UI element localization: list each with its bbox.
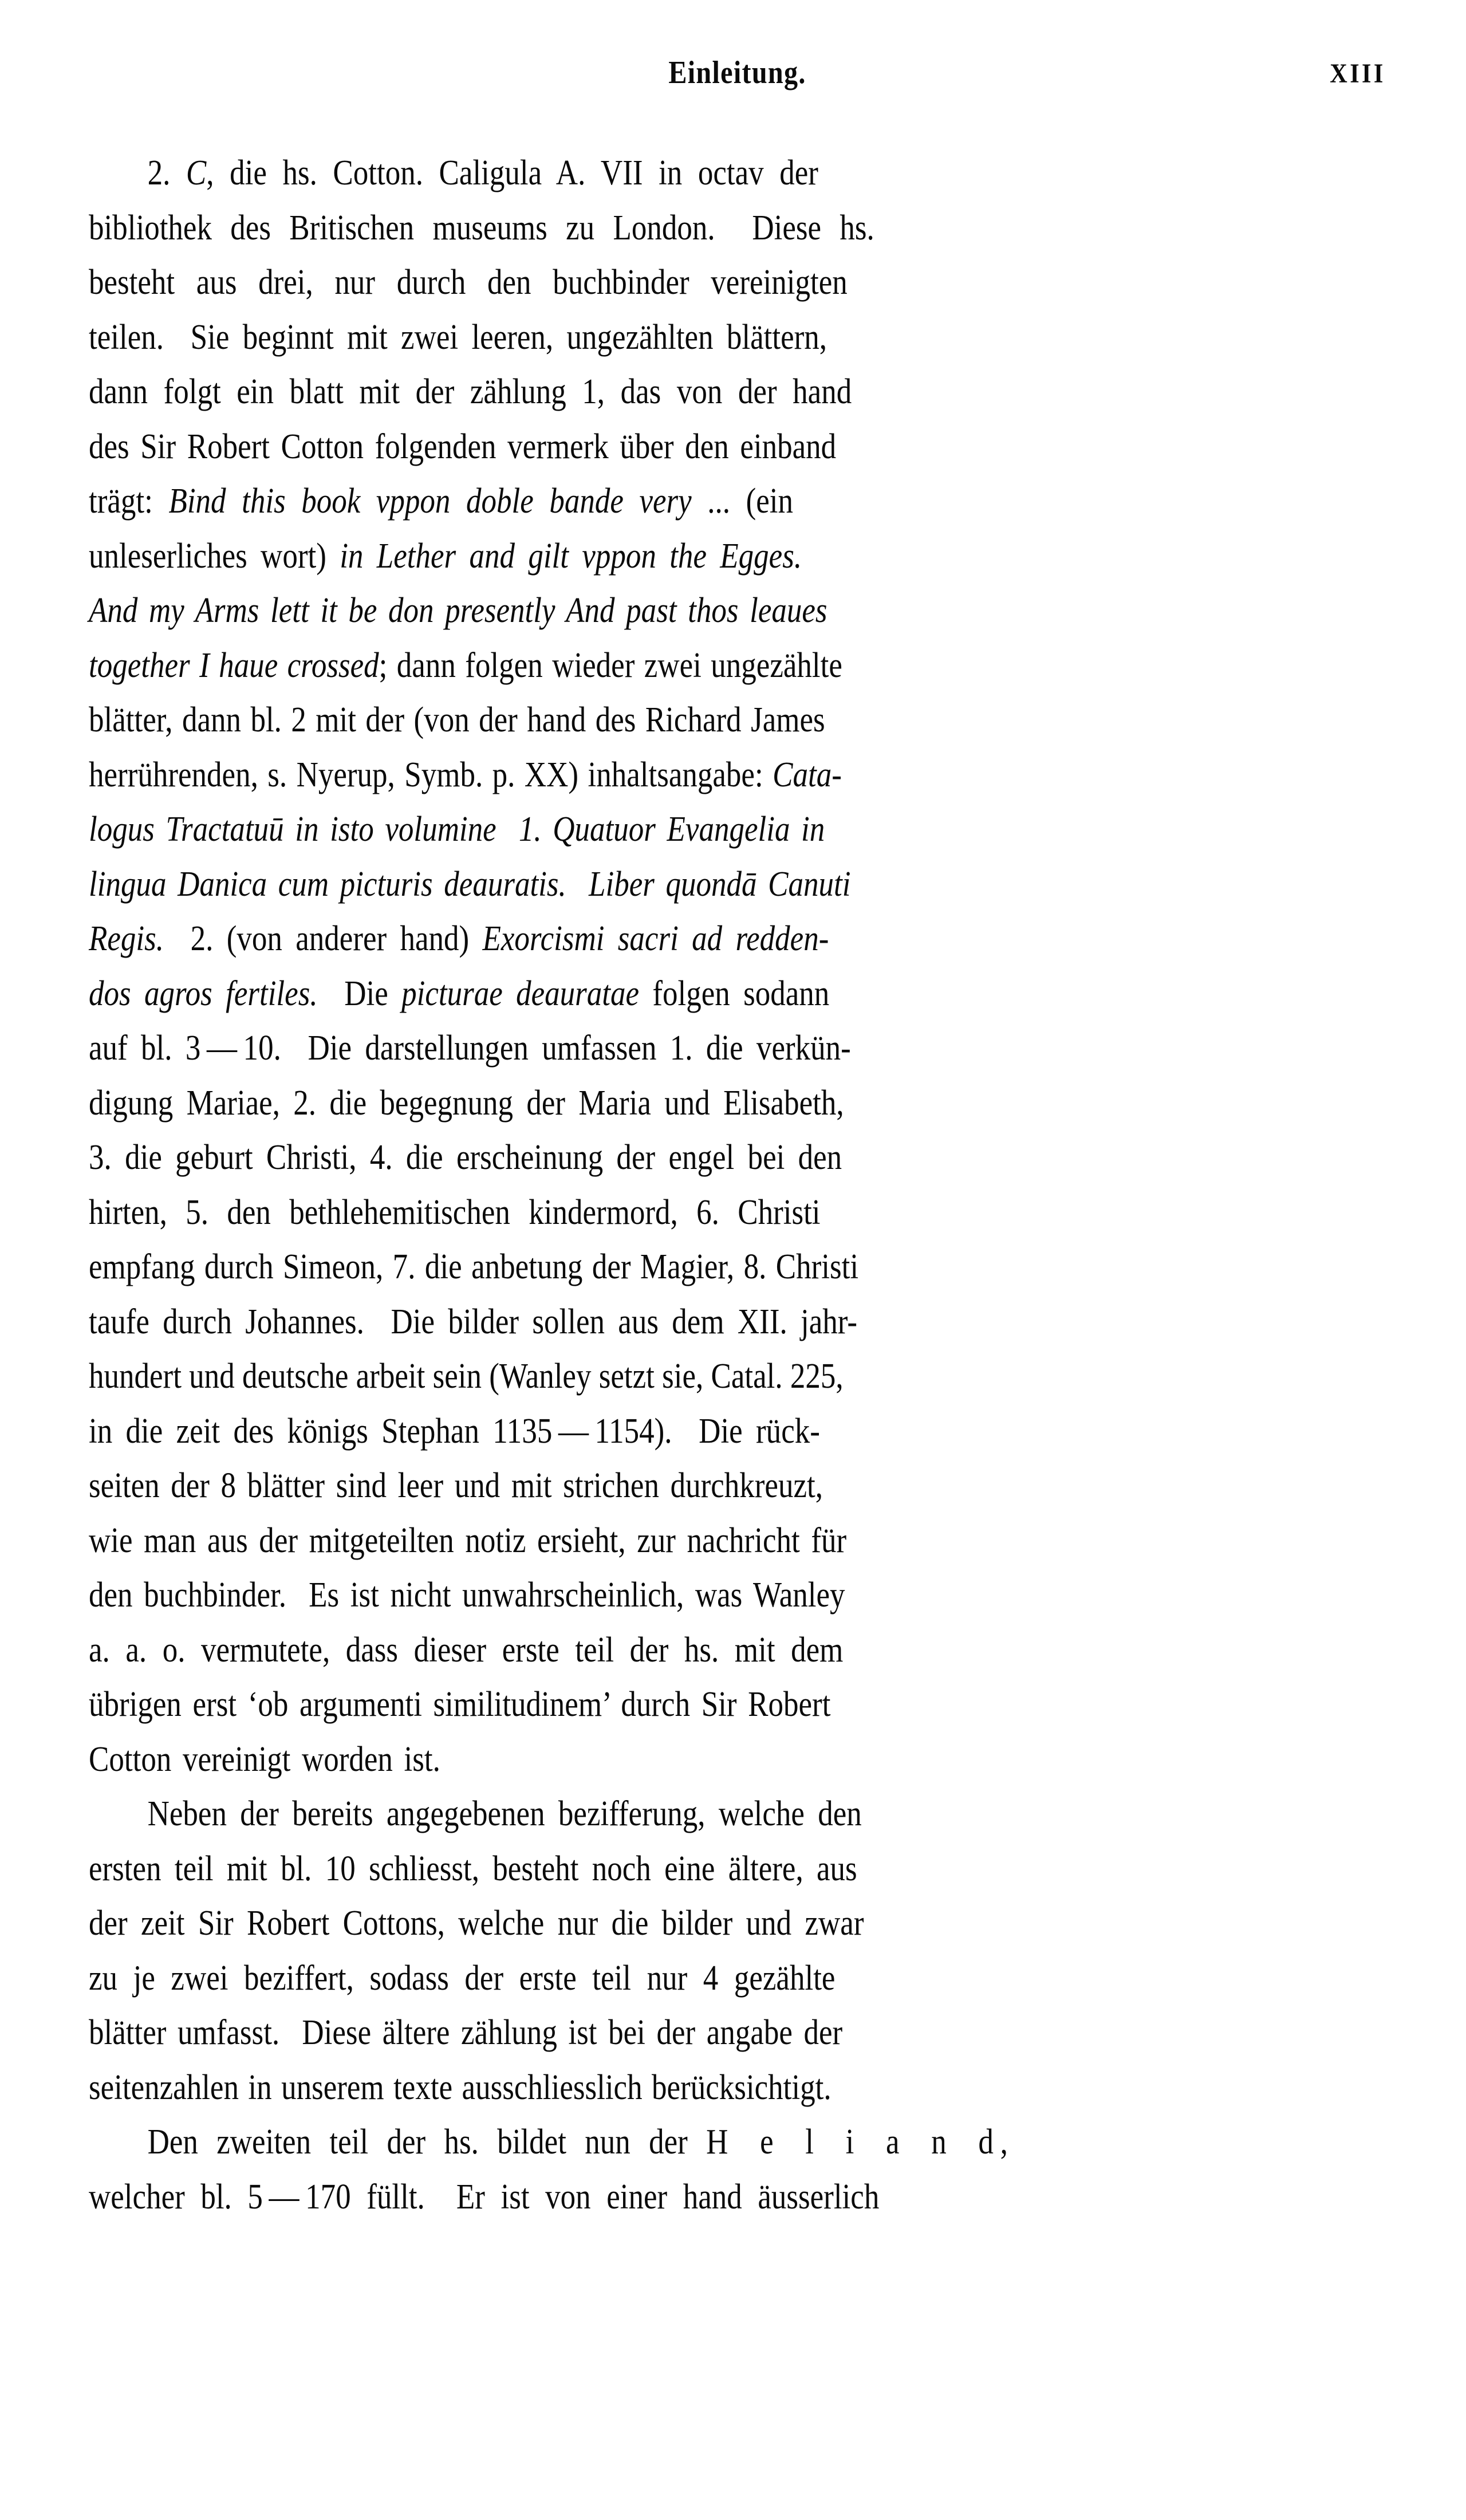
text-line: Cotton vereinigt worden ist. [89, 1739, 440, 1779]
text-line: übrigen erst ‘ob argumenti similitudinem’ durch Sir Robert [89, 1685, 831, 1724]
text-line: bibliothek des Britischen museums zu London. Diese hs. [89, 208, 874, 247]
text-line: wie man aus der mitgeteilten notiz ersieht, zur nachricht für [89, 1521, 847, 1560]
text-line: zu je zwei beziffert, sodass der erste teil nur 4 gezählte [89, 1958, 836, 1998]
text-line: 3. die geburt Christi, 4. die erscheinung der engel bei den [89, 1138, 842, 1177]
text-line: digung Mariae, 2. die begegnung der Maria und Elisabeth, [89, 1083, 844, 1123]
text-line: herrührenden, s. Nyerup, Symb. p. XX) inhaltsangabe: Cata- [89, 755, 842, 794]
text-line: teilen. Sie beginnt mit zwei leeren, ungezählten blättern, [89, 317, 827, 357]
text-line: dos agros fertiles. Die picturae deauratae folgen sodann [89, 974, 830, 1013]
running-head [89, 54, 1386, 100]
text-line: der zeit Sir Robert Cottons, welche nur die bilder und zwar [89, 1904, 864, 1943]
text-line: besteht aus drei, nur durch den buchbinder vereinigten [89, 263, 848, 302]
text-line: Regis. 2. (von anderer hand) Exorcismi sacri ad redden- [89, 919, 829, 958]
text-line: taufe durch Johannes. Die bilder sollen aus dem XII. jahr- [89, 1302, 858, 1341]
text-line: auf bl. 3 — 10. Die darstellungen umfassen 1. die verkün- [89, 1029, 851, 1068]
text-line: ersten teil mit bl. 10 schliesst, besteht noch eine ältere, aus [89, 1849, 857, 1888]
page-number: XIII [1330, 58, 1386, 89]
text-line: 2. C, die hs. Cotton. Caligula A. VII in octav der [147, 153, 818, 192]
text-line: blätter umfasst. Diese ältere zählung ist bei der angabe der [89, 2013, 843, 2052]
text-line: And my Arms lett it be don presently And past thos leaues [89, 591, 827, 630]
text-line: trägt: Bind this book vppon doble bande very ... (ein [89, 482, 793, 521]
text-line: hundert und deutsche arbeit sein (Wanley setzt sie, Catal. 225, [89, 1357, 844, 1396]
text-line: welcher bl. 5 — 170 füllt. Er ist von einer hand äusserlich [89, 2177, 880, 2216]
text-line: a. a. o. vermutete, dass dieser erste teil der hs. mit dem [89, 1630, 844, 1670]
text-line: den buchbinder. Es ist nicht unwahrscheinlich, was Wanley [89, 1576, 845, 1615]
text-block [89, 146, 1386, 2224]
text-line: logus Tractatuū in isto volumine 1. Quatuor Evangelia in [89, 810, 825, 849]
text-line: lingua Danica cum picturis deauratis. Liber quondā Canuti [89, 864, 851, 904]
text-line: des Sir Robert Cotton folgenden vermerk über den einband [89, 427, 837, 466]
text-line: unleserliches wort) in Lether and gilt vppon the Egges. [89, 536, 802, 576]
running-head-title: Einleitung. [668, 55, 806, 90]
text-line: hirten, 5. den bethlehemitischen kindermord, 6. Christi [89, 1192, 821, 1232]
text-line: dann folgt ein blatt mit der zählung 1, das von der hand [89, 372, 852, 411]
text-line: together I haue crossed; dann folgen wieder zwei ungezählte [89, 645, 842, 685]
text-line: in die zeit des königs Stephan 1135 — 1154). Die rück- [89, 1411, 820, 1451]
text-line: empfang durch Simeon, 7. die anbetung der Magier, 8. Christi [89, 1247, 859, 1286]
text-line: blätter, dann bl. 2 mit der (von der hand des Richard James [89, 700, 825, 739]
text-line: Den zweiten teil der hs. bildet nun der H e l i a n d, [147, 2123, 1008, 2161]
text-line: Neben der bereits angegebenen bezifferung, welche den [147, 1794, 862, 1833]
text-line: seiten der 8 blätter sind leer und mit strichen durchkreuzt, [89, 1466, 823, 1505]
text-line: seitenzahlen in unserem texte ausschliesslich berücksichtigt. [89, 2068, 831, 2107]
